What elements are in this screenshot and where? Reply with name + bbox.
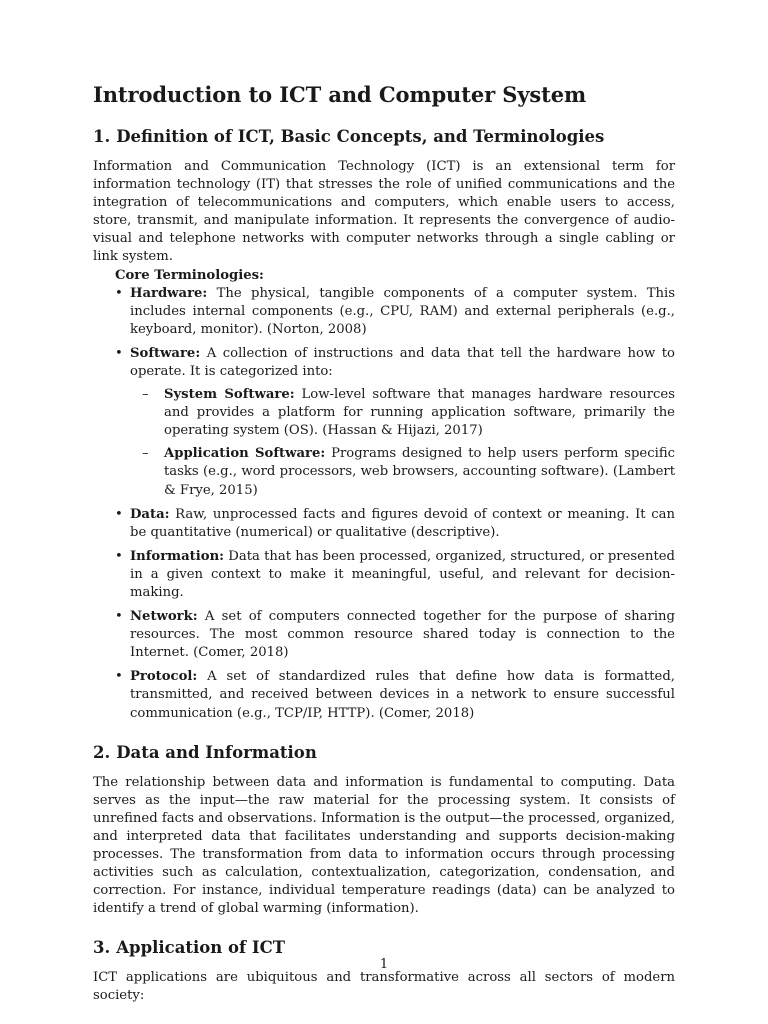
list-item-protocol [115, 668, 675, 722]
list-item-hardware [115, 285, 675, 339]
document-page [93, 80, 675, 1006]
section-2-title: Data and Information [116, 742, 317, 762]
list-item-information [115, 548, 675, 602]
bullet-icon: • [115, 285, 123, 301]
list-item-system-software [142, 386, 675, 440]
section-2-body: The relationship between data and information is fundamental to computing. Data serves as the input—the raw material for the processing system. It consists of unrefined facts and observations. Information is the output—the processed, organized, and interpreted data that facilitates understanding and supports decision-making processes. The transformation from data to information occurs through processing activities such as calculation, contextualization, categorization, condensation, and correction. For instance, individual temperature readings (data) can be analyzed to identify a trend of global warming (information). [93, 774, 675, 917]
bullet-icon: • [115, 506, 123, 522]
section-1-title: Definition of ICT, Basic Concepts, and Terminologies [116, 127, 605, 146]
section-1-intro: Information and Communication Technology (ICT) is an extensional term for information technology (IT) that stresses the role of unified communications and the integration of telecommunications and computers, which enable users to access, store, transmit, and manipulate information. It represents the convergence of audio-visual and telephone networks with computer networks through a single cabling or link system. [93, 159, 675, 265]
section-2-number: 2. [93, 742, 111, 762]
term-text: Raw, unprocessed facts and figures devoid of context or meaning. It can be quantitative (numerical) or qualitative (descriptive). [130, 506, 675, 540]
term-text: A set of computers connected together for the purpose of sharing resources. The most common resource shared today is connection to the Internet. (Comer, 2018) [130, 609, 675, 661]
software-categories-list [142, 386, 675, 500]
list-item-network [115, 608, 675, 662]
section-1-number: 1. [93, 127, 111, 146]
term-text: A collection of instructions and data that tell the hardware how to operate. It is categorized into: [130, 345, 675, 379]
section-1-heading [93, 125, 675, 149]
core-terminologies-title: Core Terminologies: [115, 267, 264, 283]
term-text: A set of standardized rules that define how data is formatted, transmitted, and received between devices in a network to ensure successful communication (e.g., TCP/IP, HTTP). (Comer, 2018) [130, 669, 675, 721]
term-label: Protocol: [130, 669, 198, 685]
term-label: Network: [130, 609, 198, 625]
bullet-icon: • [115, 669, 123, 685]
term-label: Information: [130, 548, 225, 564]
bullet-icon: • [115, 548, 123, 564]
section-3-number: 3. [93, 938, 111, 958]
dash-icon: – [142, 387, 149, 403]
list-item-application-software [142, 445, 675, 499]
section-3-title: Application of ICT [116, 938, 285, 958]
term-label: System Software: [164, 387, 295, 403]
terminology-list [115, 285, 675, 723]
section-3-body: ICT applications are ubiquitous and transformative across all sectors of modern society: [93, 970, 675, 1004]
section-2-heading [93, 741, 675, 765]
term-label: Software: [130, 345, 201, 361]
document-title: Introduction to ICT and Computer System [93, 82, 587, 107]
bullet-icon: • [115, 609, 123, 625]
term-label: Hardware: [130, 285, 208, 301]
term-text: The physical, tangible components of a computer system. This includes internal components (e.g., CPU, RAM) and external peripherals (e.g., keyboard, monitor). (Norton, 2008) [130, 285, 676, 337]
term-label: Application Software: [164, 446, 326, 462]
term-text: Data that has been processed, organized, structured, or presented in a given context to make it meaningful, useful, and relevant for decision-making. [130, 548, 675, 600]
term-text: Low-level software that manages hardware resources and provides a platform for running application software, primarily the operating system (OS). (Hassan & Hijazi, 2017) [164, 387, 675, 439]
term-label: Data: [130, 506, 170, 522]
bullet-icon: • [115, 345, 123, 361]
term-text: Programs designed to help users perform specific tasks (e.g., word processors, web browsers, accounting software). (Lambert & Frye, 2015) [164, 446, 675, 498]
page-number: 1 [379, 957, 389, 972]
list-item-software [115, 345, 675, 500]
list-item-data [115, 506, 675, 542]
dash-icon: – [142, 446, 149, 462]
